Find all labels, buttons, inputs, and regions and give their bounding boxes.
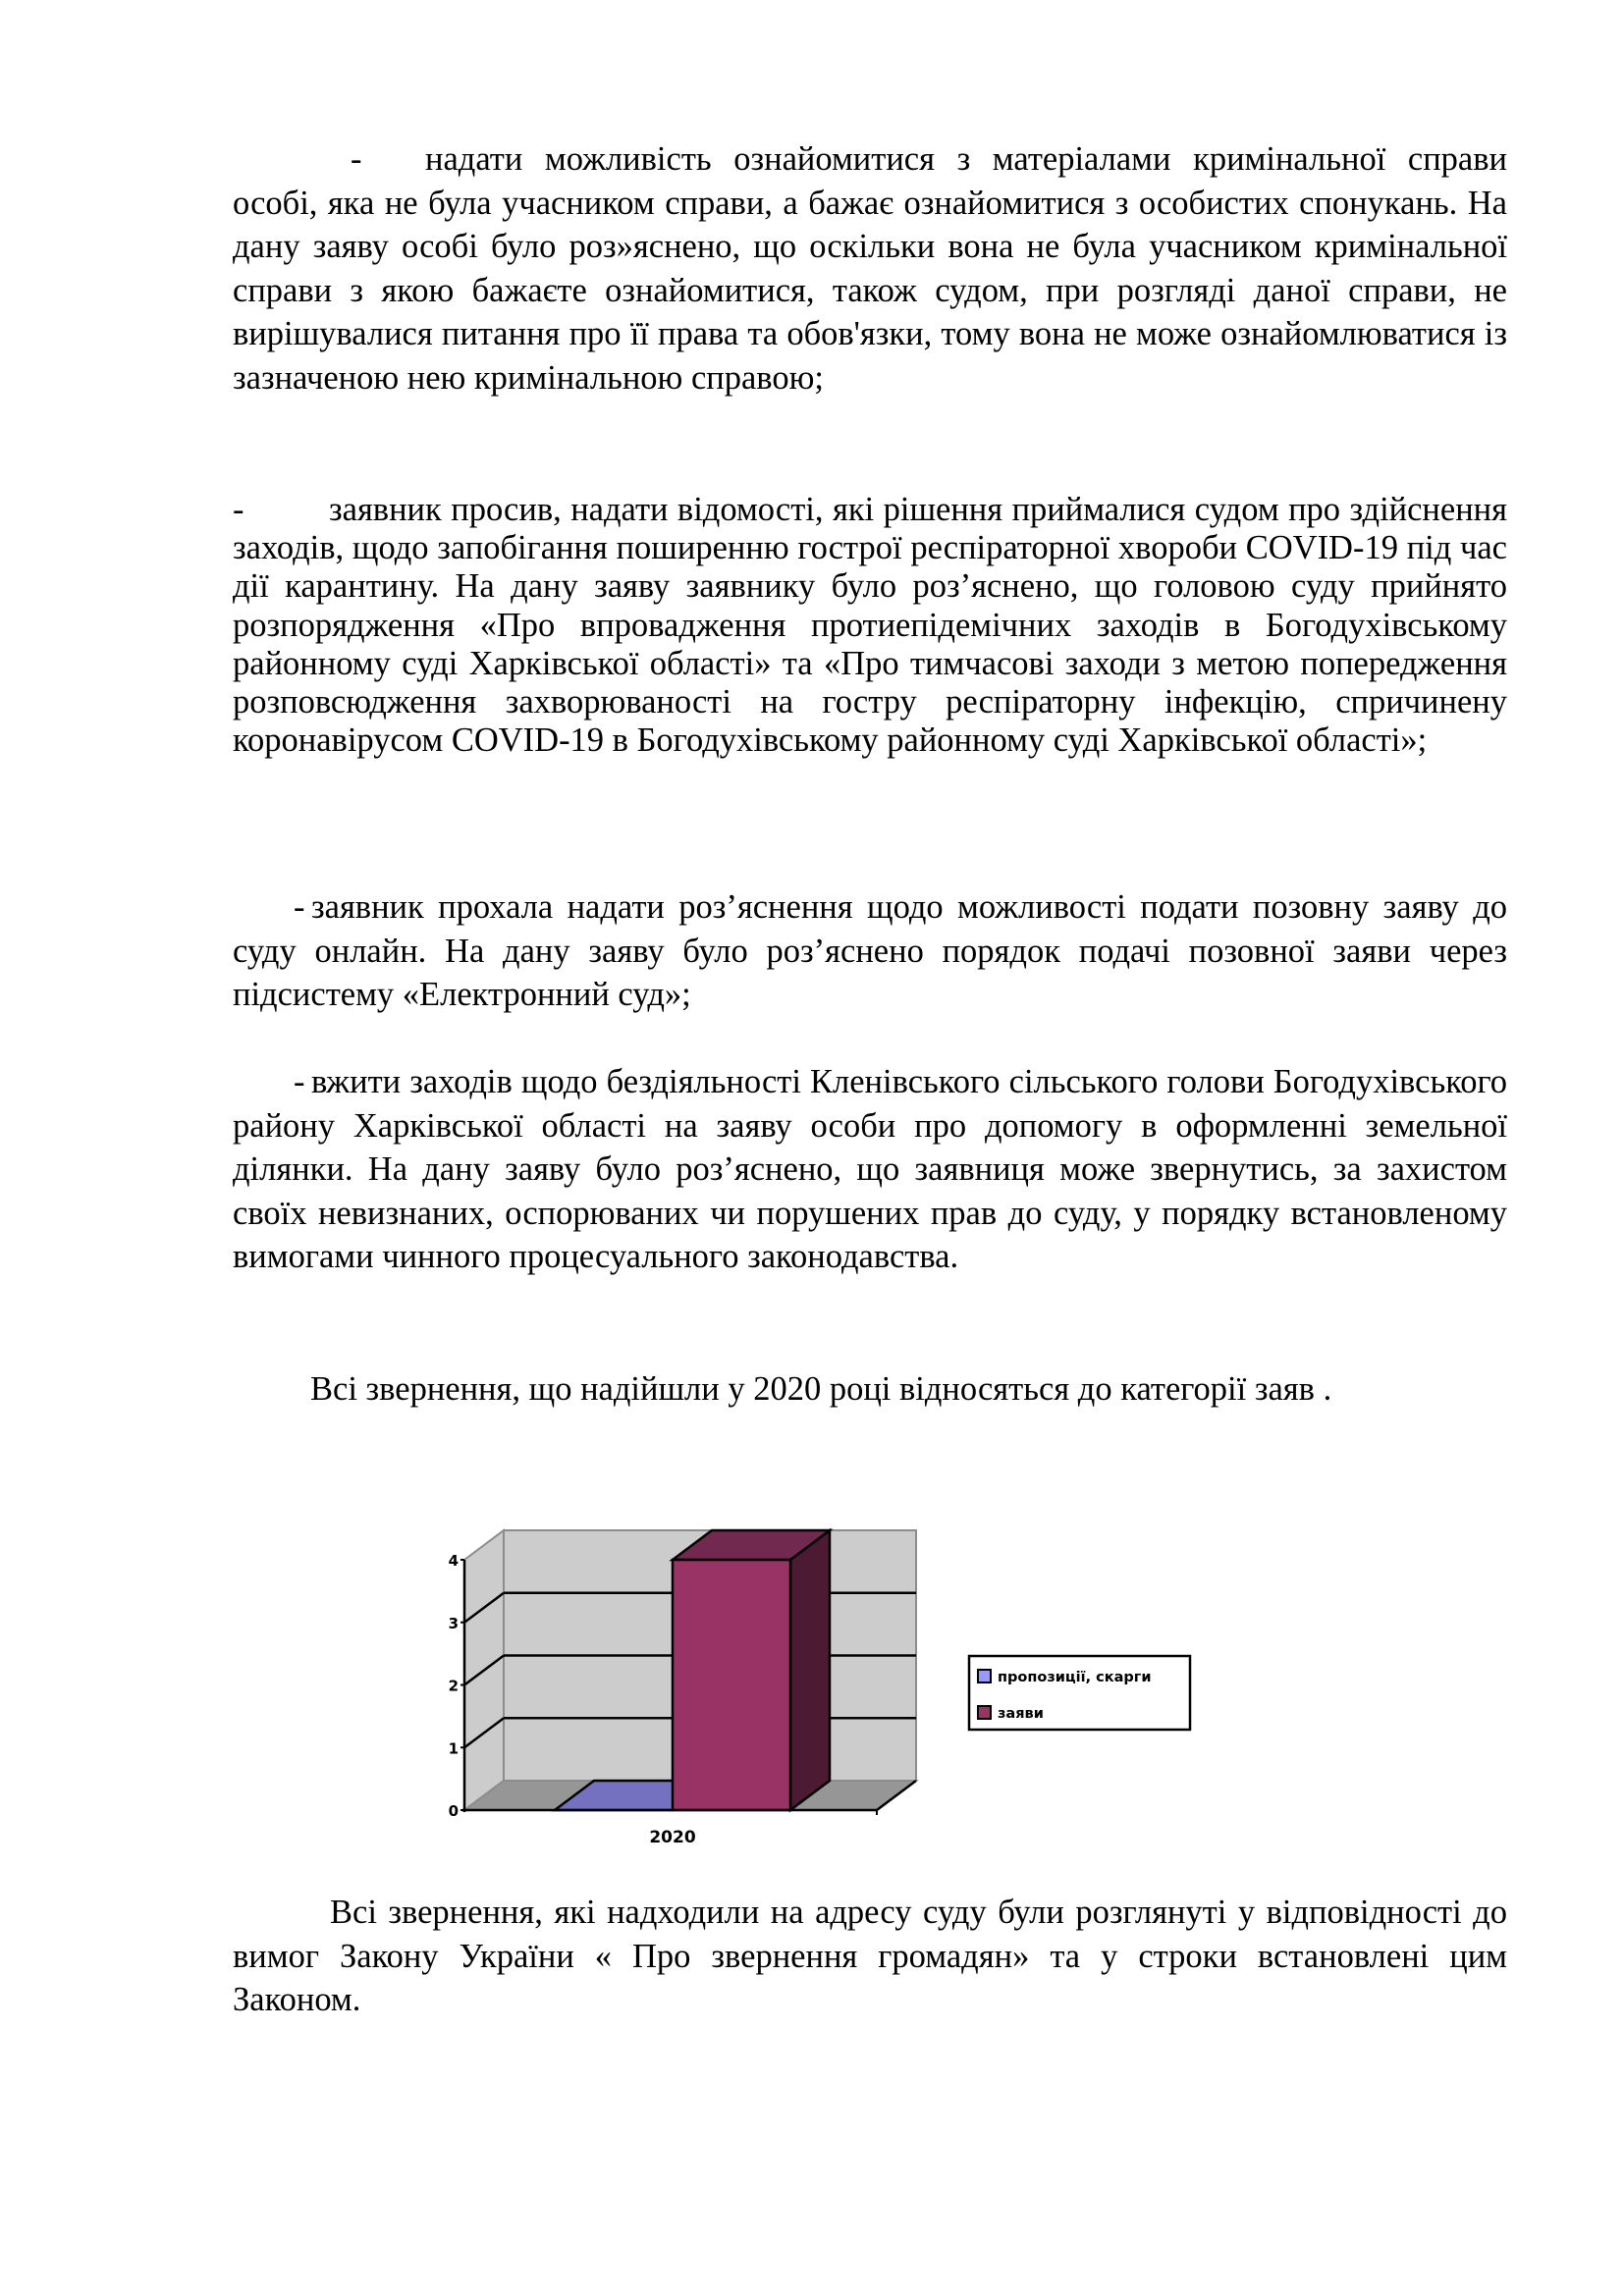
list-dash: - — [351, 140, 362, 178]
bar-заяви — [673, 1530, 830, 1810]
y-tick-label: 3 — [448, 1614, 459, 1632]
paragraph-text: Всі звернення, які надходили на адресу суду були розглянуті у відповідності до вимог Закону України « Про звернення громадян» та у строки встановлені цим Законом. — [233, 1894, 1507, 2019]
paragraph-covid-measures — [233, 491, 1507, 760]
bar-side-face — [790, 1530, 830, 1810]
paragraph-access-case-materials — [233, 137, 1507, 400]
list-dash: - — [294, 888, 305, 926]
paragraph-text: надати можливість ознайомитися з матеріалами кримінальної справи особі, яка не була учасником справи, а бажає ознайомитися з особистих спонукань. На дану заяву особі було роз»яснено, що оскільки вона не була учасником кримінальної справи з якою бажаєте ознайомитися, також судом, при розгляді даної справи, не вирішувалися питання про її права та обов'язки, тому вона не може ознайомлюватися із зазначеною нею кримінальною справою; — [233, 140, 1507, 397]
paragraph-village-head-inaction — [233, 1060, 1507, 1279]
list-dash: - — [294, 1063, 305, 1100]
y-tick-label: 1 — [448, 1739, 459, 1758]
paragraph-text: заявник прохала надати роз’яснення щодо можливості подати позовну заяву до суду онлайн. На дану заяву було роз’яснено порядок подачі позовної заяви через підсистему «Електронний суд»; — [233, 888, 1507, 1014]
paragraph-conclusion — [233, 1891, 1507, 2022]
y-tick-label: 4 — [448, 1552, 459, 1570]
y-tick-label: 2 — [448, 1677, 459, 1695]
y-tick-label: 0 — [448, 1802, 459, 1820]
legend-swatch — [978, 1670, 991, 1682]
appeals-bar-chart — [432, 1512, 1218, 1865]
list-dash: - — [233, 491, 244, 528]
legend-swatch — [978, 1706, 991, 1719]
paragraph-text: Всі звернення, що надійшли у 2020 році відносяться до категорії заяв . — [310, 1370, 1332, 1408]
paragraph-online-claim — [233, 885, 1507, 1017]
legend-label: пропозиції, скарги — [998, 1670, 1152, 1685]
legend-label: заяви — [998, 1706, 1044, 1722]
bar-front-face — [673, 1560, 790, 1810]
paragraph-category-summary — [233, 1367, 1507, 1412]
paragraph-text: вжити заходів щодо бездіяльності Кленівського сільського голови Богодухівського району Харківської області на заяву особи про допомогу в оформленні земельної ділянки. На дану заяву було роз’яснено, що заявниця може звернутись, за захистом своїх невизнаних, оспорюваних чи порушених прав до суду, у порядку встановленому вимогами чинного процесуального законодавства. — [233, 1063, 1507, 1276]
paragraph-text: заявник просив, надати відомості, які рішення приймалися судом про здійснення заходів, щодо запобігання поширенню гострої респіраторної хвороби COVID-19 під час дії карантину. На дану заяву заявнику було роз’яснено, що головою суду прийнято розпорядження «Про впровадження протиепідемічних заходів в Богодухівському районному суді Харківської області» та «Про тимчасові заходи з метою попередження розповсюдження захворюваності на гостру респіраторну інфекцію, спричинену коронавірусом COVID-19 в Богодухівському районному суді Харківської області»; — [233, 491, 1507, 760]
x-tick-label: 2020 — [649, 1828, 696, 1847]
